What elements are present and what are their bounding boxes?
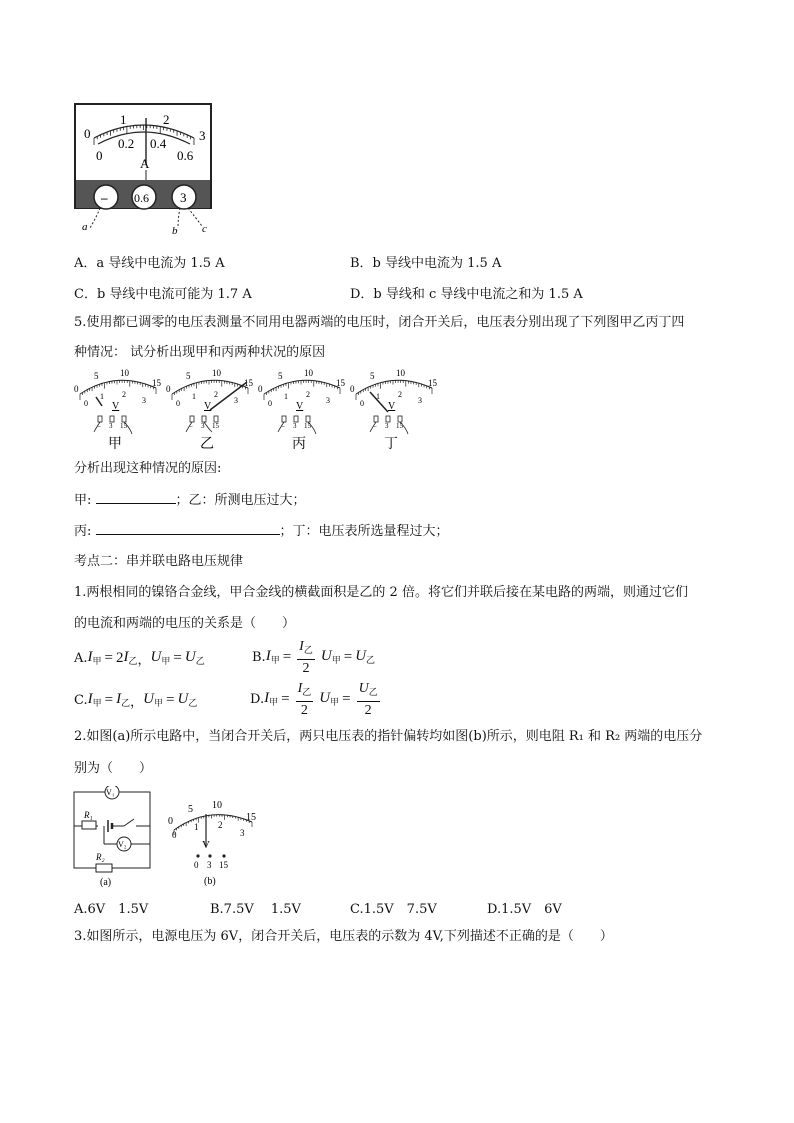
ammeter-terminal-3: 3	[180, 190, 187, 205]
q4-option-c[interactable]: C．b 导线中电流可能为 1.7 A	[74, 287, 252, 302]
fig-b-label: (b)	[204, 876, 216, 887]
meter-top-tick-label: 15	[244, 378, 253, 388]
fig-b-bot-3: 3	[240, 828, 245, 838]
voltmeter-jia	[72, 366, 164, 452]
ammeter-unit: A	[140, 156, 150, 171]
q1-line2: 的电流和两端的电压的关系是（ ）	[74, 616, 296, 631]
v1-label: V₁	[106, 788, 115, 797]
meter-bottom-tick-label: 3	[418, 396, 422, 405]
q2-line1: 2.如图(a)所示电路中，当闭合开关后，两只电压表的指针偏转均如图(b)所示，则电阻 R₁ 和 R₂ 两端的电压分	[74, 729, 703, 744]
meter-terminal-label: 3	[109, 422, 113, 430]
ammeter-terminal-neg: –	[101, 190, 108, 205]
meter-terminal-label: –	[281, 422, 285, 430]
fig-b-top-2: 10	[212, 800, 222, 811]
voltmeter-bing	[256, 366, 348, 452]
meter-top-tick-label: 10	[396, 368, 405, 378]
meter-top-tick-label: 0	[258, 384, 263, 394]
voltmeter-figure-b	[162, 796, 266, 890]
meter-bottom-tick-label: 0	[84, 399, 88, 408]
meter-bottom-tick-label: 1	[192, 392, 196, 401]
q2-option-b[interactable]: B.7.5V 1.5V	[210, 902, 301, 917]
meter-bottom-tick-label: 2	[122, 390, 126, 399]
q5-bing-line	[74, 522, 449, 541]
yi-text: ；乙：所测电压过大；	[175, 493, 306, 508]
fig-b-term-1: 3	[207, 860, 212, 870]
ammeter-bottom-1: 0.2	[118, 136, 135, 151]
fig-b-top-1: 5	[188, 804, 193, 815]
voltmeter-row	[72, 366, 452, 452]
meter-top-tick-label: 5	[186, 371, 191, 381]
meter-unit: V	[204, 401, 212, 412]
q2-option-a[interactable]: A.6V 1.5V	[74, 902, 149, 917]
meter-top-tick-label: 5	[278, 371, 283, 381]
fig-b-top-0: 0	[168, 816, 173, 827]
meter-bottom-tick-label: 2	[306, 390, 310, 399]
q1-option-d[interactable]: D. $I_甲$ = $\frac{I_乙}{2}$ $U_甲$ = $\frac{U_乙}{2}$	[250, 680, 378, 718]
meter-top-tick-label: 5	[370, 371, 375, 381]
meter-bottom-tick-label: 0	[268, 399, 272, 408]
q5-jia-line	[74, 491, 306, 510]
fig-b-bot-0: 0	[172, 830, 177, 840]
jia-prefix: 甲:	[74, 493, 92, 508]
voltmeter-ding	[348, 366, 440, 452]
q1-option-a[interactable]: A. $I_甲$ = 2 $I_乙$ ， $U_甲$ = $U_乙$	[74, 649, 205, 668]
meter-top-tick-label: 10	[120, 368, 129, 378]
meter-bottom-tick-label: 3	[326, 396, 330, 405]
meter-bottom-tick-label: 0	[176, 399, 180, 408]
fig-b-bot-1: 1	[194, 822, 199, 832]
circuit-figure-a	[68, 786, 160, 890]
meter-top-tick-label: 0	[74, 384, 79, 394]
wire-label-c: c	[202, 223, 207, 234]
meter-unit: V	[112, 401, 120, 412]
meter-bottom-tick-label: 2	[214, 390, 218, 399]
ammeter-bottom-3: 0.6	[177, 148, 194, 163]
q5-line2: 种情况： 试分析出现甲和丙两种状况的原因	[74, 345, 326, 360]
meter-bottom-tick-label: 1	[100, 392, 104, 401]
q3-line: 3.如图所示，电源电压为 6V，闭合开关后，电压表的示数为 4V,下列描述不正确的是（ ）	[74, 929, 613, 944]
q4-option-a[interactable]: A．a 导线中电流为 1.5 A	[74, 256, 225, 271]
meter-top-tick-label: 15	[428, 378, 437, 388]
meter-top-tick-label: 0	[166, 384, 171, 394]
fig-b-term-2: 15	[219, 860, 228, 870]
q2-line2: 别为（ ）	[74, 761, 153, 776]
meter-terminal-label: –	[189, 422, 193, 430]
ammeter-top-1: 1	[120, 112, 127, 127]
q5-analysis-title: 分析出现这种情况的原因:	[74, 461, 222, 476]
meter-bottom-tick-label: 3	[234, 396, 238, 405]
meter-label-jia: 甲	[108, 437, 122, 452]
wire-label-a: a	[82, 221, 88, 233]
r2-label: R₂	[96, 852, 105, 862]
meter-terminal-label: 3	[293, 422, 297, 430]
meter-bottom-tick-label: 1	[284, 392, 288, 401]
fig-b-top-3: 15	[246, 812, 256, 823]
ammeter-terminal-06: 0.6	[134, 191, 149, 205]
q1-option-b[interactable]: B. $I_甲$ = $\frac{I_乙}{2}$ $U_甲$ = $U_乙$	[252, 638, 376, 676]
meter-bottom-tick-label: 0	[360, 399, 364, 408]
ammeter-figure	[74, 102, 214, 234]
meter-top-tick-label: 15	[152, 378, 161, 388]
q2-option-d[interactable]: D.1.5V 6V	[487, 902, 562, 917]
meter-top-tick-label: 15	[336, 378, 345, 388]
ammeter-top-3: 3	[199, 128, 206, 143]
meter-terminal-label: –	[97, 422, 101, 430]
ammeter-bottom-0: 0	[96, 148, 103, 163]
bing-prefix: 丙:	[74, 524, 92, 539]
meter-terminal-label: 15	[396, 422, 403, 430]
meter-label-yi: 乙	[200, 437, 214, 452]
ding-text: ；丁：电压表所选量程过大；	[279, 524, 449, 539]
q4-option-b[interactable]: B．b 导线中电流为 1.5 A	[350, 256, 502, 271]
wire-label-b: b	[172, 225, 178, 234]
meter-terminal-label: –	[373, 422, 377, 430]
meter-label-ding: 丁	[384, 437, 398, 452]
meter-bottom-tick-label: 2	[398, 390, 402, 399]
q1-line1: 1.两根相同的镍铬合金线，甲合金线的横截面积是乙的 2 倍。将它们并联后接在某电路的两端，则通过它们	[74, 585, 688, 600]
fig-b-bot-2: 2	[218, 820, 223, 830]
meter-bottom-tick-label: 3	[142, 396, 146, 405]
v2-label: V₂	[118, 840, 127, 849]
meter-terminal-label: 15	[212, 422, 219, 430]
meter-terminal-label: 15	[304, 422, 311, 430]
q2-option-c[interactable]: C.1.5V 7.5V	[350, 902, 437, 917]
r1-label: R₁	[84, 810, 93, 820]
q5-line1: 5.使用都已调零的电压表测量不同用电器两端的电压时，闭合开关后，电压表分别出现了下列图甲乙丙丁四	[74, 315, 685, 330]
ammeter-top-0: 0	[84, 126, 91, 141]
jia-blank[interactable]	[96, 491, 176, 504]
meter-terminal-label: 15	[120, 422, 127, 430]
voltmeter-yi	[164, 366, 256, 452]
bing-blank[interactable]	[96, 522, 280, 535]
meter-unit: V	[296, 401, 304, 412]
q1-option-c[interactable]: C. $I_甲$ = $I_乙$ ， $U_甲$ = $U_乙$	[74, 691, 198, 710]
meter-label-bing: 丙	[292, 437, 306, 452]
fig-b-unit: V	[202, 839, 210, 851]
meter-top-tick-label: 0	[350, 384, 355, 394]
fig-a-label: (a)	[100, 877, 112, 888]
fig-b-term-0: 0	[194, 860, 199, 870]
meter-top-tick-label: 10	[304, 368, 313, 378]
meter-top-tick-label: 5	[94, 371, 99, 381]
ammeter-bottom-2: 0.4	[150, 136, 167, 151]
meter-top-tick-label: 10	[212, 368, 221, 378]
meter-bottom-tick-label: 1	[376, 392, 380, 401]
ammeter-top-2: 2	[163, 112, 170, 127]
meter-terminal-label: 3	[201, 422, 205, 430]
meter-terminal-label: 3	[385, 422, 389, 430]
q4-option-d[interactable]: D．b 导线和 c 导线中电流之和为 1.5 A	[350, 287, 583, 302]
meter-unit: V	[388, 401, 396, 412]
section2-title: 考点二：串并联电路电压规律	[74, 554, 244, 569]
